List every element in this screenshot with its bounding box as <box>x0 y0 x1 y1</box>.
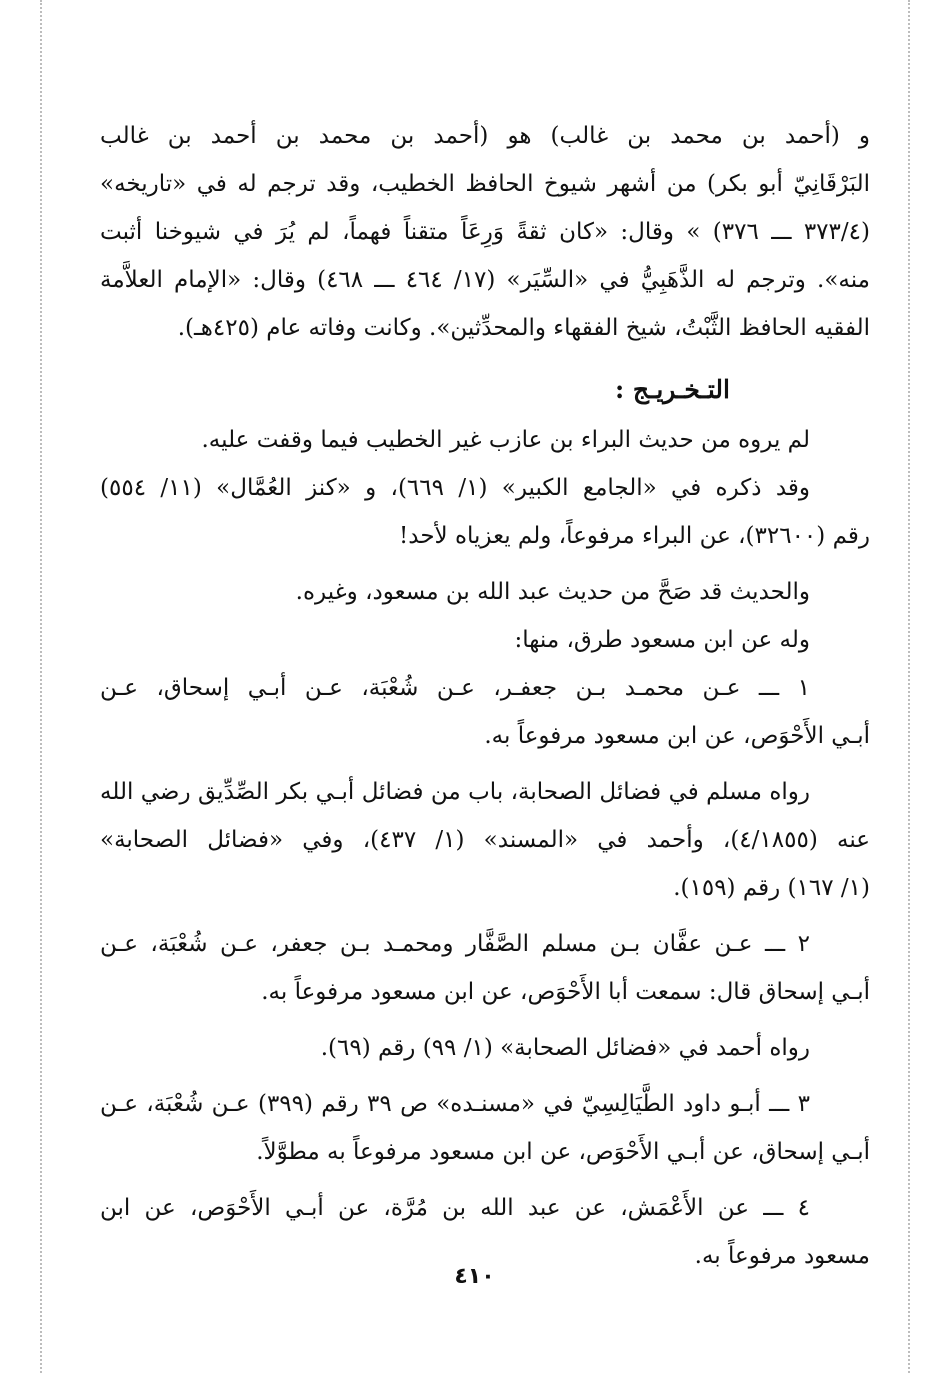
paragraph-gap <box>100 560 870 568</box>
bio-line: منه». وترجم له الذَّهَبِيُّ في «السِّيَر» (١٧/ ٤٦٤ ـــ ٤٦٨) وقال: «الإمام العلاَّمة <box>100 267 870 293</box>
bio-line: البَرْقَانِيّ أبو بكر) من أشهر شيوخ الحافظ الخطيب، وقد ترجم له في «تاريخه» <box>100 171 870 197</box>
body-line: ٣ ـــ أبـو داود الطَّيَالِسِيّ في «مسنـده» ص ٣٩ رقم (٣٩٩) عـن شُعْبَة، عـن <box>100 1091 810 1117</box>
bio-line: الفقيه الحافظ الثَّبْتُ، شيخ الفقهاء والمحدِّثين». وكانت وفاته عام (٤٢٥هـ). <box>177 315 870 341</box>
right-margin-dots <box>908 0 910 1373</box>
page-content <box>100 112 870 1280</box>
paragraph-gap <box>100 1176 870 1184</box>
body-line: أبـي إسحاق قال: سمعت أبا الأَحْوَص، عن ابن مسعود مرفوعاً به. <box>261 979 870 1005</box>
biography-paragraph <box>100 112 870 352</box>
body-line: أبـي إسحاق، عن أبـي الأَحْوَص، عن ابن مسعود مرفوعاً به مطوَّلاً. <box>256 1139 870 1165</box>
body-line: مسعود مرفوعاً به. <box>694 1243 870 1269</box>
body-line: ١ ـــ عـن محمـد بـن جعفـر، عـن شُعْبَة، عـن أبـي إسحاق، عـن <box>100 675 810 701</box>
section-heading: التـخـريـج : <box>614 375 730 404</box>
bio-line: و (أحمد بن محمد بن غالب) هو (أحمد بن محمد بن أحمد بن غالب <box>100 123 870 149</box>
takhrij-body <box>100 416 870 1280</box>
body-line: رواه مسلم في فضائل الصحابة، باب من فضائل أبـي بكر الصِّدِّيق رضي الله <box>100 779 810 805</box>
body-line: أبـي الأَحْوَص، عن ابن مسعود مرفوعاً به. <box>484 723 870 749</box>
paragraph-gap <box>100 760 870 768</box>
body-line: لم يروه من حديث البراء بن عازب غير الخطيب فيما وقفت عليه. <box>201 427 810 453</box>
body-line: رقم (٣٢٦٠٠)، عن البراء مرفوعاً، ولم يعزياه لأحد! <box>399 523 870 549</box>
paragraph-gap <box>100 912 870 920</box>
paragraph-gap <box>100 1016 870 1024</box>
body-line: ٤ ـــ عن الأَعْمَش، عن عبد الله بن مُرَّة، عن أبـي الأَحْوَص، عن ابن <box>100 1195 810 1221</box>
body-line: ٢ ـــ عـن عفَّان بـن مسلم الصَّفَّار ومحمـد بـن جعفر، عـن شُعْبَة، عـن <box>100 931 810 957</box>
body-line: والحديث قد صَحَّ من حديث عبد الله بن مسعود، وغيره. <box>295 579 810 605</box>
body-line: وقد ذكره في «الجامع الكبير» (١/ ٦٦٩)، و «كنز العُمَّال» (١١/ ٥٥٤) <box>100 475 810 501</box>
body-line: رواه أحمد في «فضائل الصحابة» (١/ ٩٩) رقم (٦٩). <box>320 1035 810 1061</box>
left-margin-dots <box>40 0 42 1373</box>
body-line: عنه (٤/١٨٥٥)، وأحمد في «المسند» (١/ ٤٣٧)، وفي «فضائل الصحابة» <box>100 827 870 853</box>
body-line: (١/ ١٦٧) رقم (١٥٩). <box>673 875 870 901</box>
bio-line: (٣٧٣/٤ ـــ ٣٧٦) » وقال: «كان ثقةً وَرِعَاً متقناً فهماً، لم يُرَ في شيوخنا أثبت <box>100 219 870 245</box>
paragraph-gap <box>100 1072 870 1080</box>
body-line: وله عن ابن مسعود طرق، منها: <box>514 627 810 653</box>
page-number: ٤١٠ <box>454 1264 495 1289</box>
